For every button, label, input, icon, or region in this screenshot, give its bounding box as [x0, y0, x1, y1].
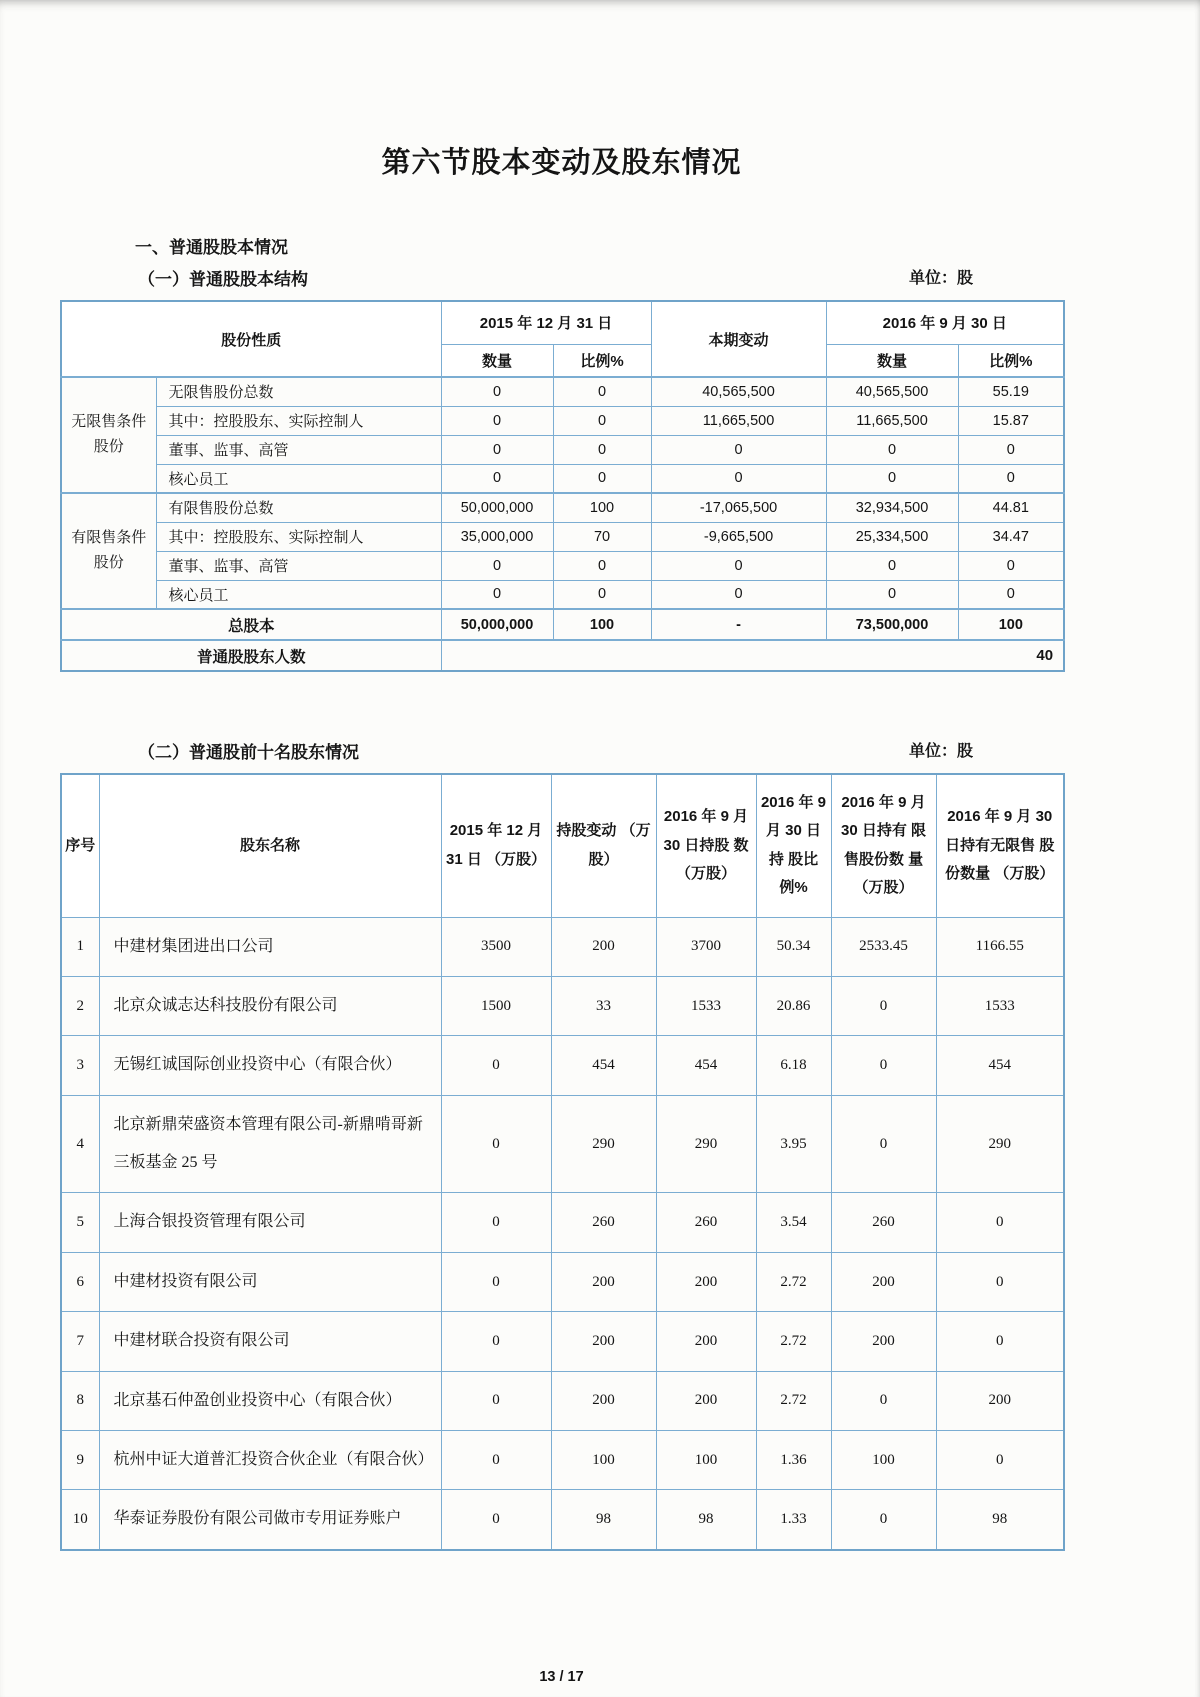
value-cell: 2.72	[756, 1371, 831, 1430]
col-qty-2015: 数量	[441, 344, 553, 377]
value-cell: 0	[441, 435, 553, 464]
section-heading-common-shares: 一、普通股股本情况	[135, 238, 288, 257]
value-cell: 0	[553, 464, 651, 493]
capital-structure-row	[61, 580, 1064, 609]
unit-label-2: 单位：股	[908, 743, 973, 760]
shareholder-name: 华泰证券股份有限公司做市专用证券账户	[99, 1490, 441, 1550]
row-index: 9	[61, 1431, 99, 1490]
row-index: 1	[61, 917, 99, 976]
share-class-label: 有限售股份总数	[156, 493, 441, 522]
shareholder-name: 中建材联合投资有限公司	[99, 1312, 441, 1371]
col-share-nature: 股份性质	[61, 301, 441, 377]
col-shares-change: 持股变动 （万股）	[551, 774, 656, 917]
value-cell: 50.34	[756, 917, 831, 976]
top-shareholders-body	[61, 917, 1064, 1550]
capital-structure-summary	[61, 609, 1064, 671]
value-cell: 454	[656, 1036, 756, 1095]
value-cell: 98	[551, 1490, 656, 1550]
value-cell: 40,565,500	[826, 377, 958, 406]
shareholder-name: 杭州中证大道普汇投资合伙企业（有限合伙）	[99, 1431, 441, 1490]
col-shares-2016: 2016 年 9 月 30 日持股 数（万股）	[656, 774, 756, 917]
value-cell: 200	[831, 1312, 936, 1371]
col-restricted-2016: 2016 年 9 月 30 日持有 限售股份数 量 （万股）	[831, 774, 936, 917]
capital-structure-body	[61, 377, 1064, 609]
capital-structure-row	[61, 377, 1064, 406]
value-cell: 0	[441, 1431, 551, 1490]
value-cell: 260	[831, 1193, 936, 1252]
share-class-label: 无限售股份总数	[156, 377, 441, 406]
shareholder-count-row	[61, 640, 1064, 671]
value-cell: 1500	[441, 976, 551, 1035]
value-cell: 0	[553, 435, 651, 464]
value-cell: 0	[936, 1252, 1064, 1311]
value-cell: 290	[551, 1095, 656, 1193]
value-cell: 100	[551, 1431, 656, 1490]
total-capital-label: 总股本	[61, 609, 441, 640]
value-cell: 100	[656, 1431, 756, 1490]
t2-header-row	[61, 774, 1064, 917]
value-cell: 0	[826, 464, 958, 493]
capital-structure-row	[61, 406, 1064, 435]
value-cell: 200	[551, 1371, 656, 1430]
value-cell: -	[651, 609, 826, 640]
value-cell: 0	[958, 464, 1064, 493]
shareholder-row	[61, 1095, 1064, 1193]
value-cell: 454	[936, 1036, 1064, 1095]
value-cell: 11,665,500	[826, 406, 958, 435]
value-cell: 200	[551, 1252, 656, 1311]
value-cell: 0	[651, 551, 826, 580]
shareholder-row	[61, 1036, 1064, 1095]
value-cell: 98	[936, 1490, 1064, 1550]
value-cell: 0	[441, 1312, 551, 1371]
shareholder-name: 北京新鼎荣盛资本管理有限公司-新鼎啃哥新三板基金 25 号	[99, 1095, 441, 1193]
value-cell: 0	[441, 551, 553, 580]
value-cell: 35,000,000	[441, 522, 553, 551]
value-cell: 454	[551, 1036, 656, 1095]
value-cell: 200	[656, 1252, 756, 1311]
col-shares-2015: 2015 年 12 月 31 日 （万股）	[441, 774, 551, 917]
page-content	[60, 0, 1063, 1685]
value-cell: 0	[826, 551, 958, 580]
shareholder-row	[61, 976, 1064, 1035]
value-cell: 200	[831, 1252, 936, 1311]
col-qty-2016: 数量	[826, 344, 958, 377]
value-cell: 0	[651, 580, 826, 609]
value-cell: 6.18	[756, 1036, 831, 1095]
capital-structure-row	[61, 551, 1064, 580]
page-number: 13 / 17	[539, 1668, 584, 1685]
row-index: 7	[61, 1312, 99, 1371]
shareholder-name: 中建材投资有限公司	[99, 1252, 441, 1311]
value-cell: 100	[958, 609, 1064, 640]
value-cell: 40,565,500	[651, 377, 826, 406]
top-shareholders-table	[60, 773, 1065, 1551]
share-class-label: 核心员工	[156, 580, 441, 609]
shareholder-name: 上海合银投资管理有限公司	[99, 1193, 441, 1252]
value-cell: 2.72	[756, 1312, 831, 1371]
value-cell: 0	[831, 1095, 936, 1193]
value-cell: 50,000,000	[441, 609, 553, 640]
value-cell: 0	[831, 1036, 936, 1095]
value-cell: 200	[936, 1371, 1064, 1430]
col-shareholder-name: 股东名称	[99, 774, 441, 917]
value-cell: 0	[831, 976, 936, 1035]
value-cell: 260	[656, 1193, 756, 1252]
col-period-change: 本期变动	[651, 301, 826, 377]
row-index: 6	[61, 1252, 99, 1311]
unit-label-1: 单位：股	[908, 270, 973, 287]
value-cell: 290	[656, 1095, 756, 1193]
value-cell: 98	[656, 1490, 756, 1550]
value-cell: 2.72	[756, 1252, 831, 1311]
value-cell: 0	[936, 1193, 1064, 1252]
total-capital-row	[61, 609, 1064, 640]
value-cell: 0	[553, 580, 651, 609]
share-group-label: 无限售条件股份	[61, 377, 156, 493]
value-cell: 0	[651, 464, 826, 493]
value-cell: 3.95	[756, 1095, 831, 1193]
shareholder-name: 中建材集团进出口公司	[99, 917, 441, 976]
share-class-label: 其中：控股股东、实际控制人	[156, 522, 441, 551]
shareholder-row	[61, 1490, 1064, 1550]
value-cell: 200	[656, 1371, 756, 1430]
value-cell: 32,934,500	[826, 493, 958, 522]
shareholder-name: 无锡红诚国际创业投资中心（有限合伙）	[99, 1036, 441, 1095]
subheading-capital-structure: （一）普通股股本结构	[138, 270, 308, 289]
shareholder-row	[61, 917, 1064, 976]
value-cell: 15.87	[958, 406, 1064, 435]
shareholder-row	[61, 1371, 1064, 1430]
value-cell: 0	[441, 1252, 551, 1311]
shareholder-row	[61, 1193, 1064, 1252]
subheading-top-ten-shareholders: （二）普通股前十名股东情况	[138, 743, 359, 762]
capital-structure-row	[61, 464, 1064, 493]
value-cell: 0	[553, 406, 651, 435]
shareholder-row	[61, 1312, 1064, 1371]
value-cell: 1533	[656, 976, 756, 1035]
value-cell: 0	[826, 435, 958, 464]
capital-structure-row	[61, 522, 1064, 551]
value-cell: 0	[441, 377, 553, 406]
value-cell: 1166.55	[936, 917, 1064, 976]
value-cell: 0	[441, 1193, 551, 1252]
value-cell: 0	[831, 1371, 936, 1430]
page-title: 第六节股本变动及股东情况	[381, 147, 742, 179]
row-index: 5	[61, 1193, 99, 1252]
value-cell: 3.54	[756, 1193, 831, 1252]
value-cell: 44.81	[958, 493, 1064, 522]
value-cell: 0	[826, 580, 958, 609]
capital-structure-head	[61, 301, 1064, 377]
value-cell: 0	[553, 551, 651, 580]
col-ratio-2016: 比例%	[958, 344, 1064, 377]
value-cell: 34.47	[958, 522, 1064, 551]
shareholder-name: 北京基石仲盈创业投资中心（有限合伙）	[99, 1371, 441, 1430]
subheading-line-1	[60, 265, 1063, 290]
value-cell: 260	[551, 1193, 656, 1252]
value-cell: 0	[958, 580, 1064, 609]
shareholder-name: 北京众诚志达科技股份有限公司	[99, 976, 441, 1035]
value-cell: 3700	[656, 917, 756, 976]
value-cell: 0	[936, 1312, 1064, 1371]
value-cell: 100	[553, 609, 651, 640]
value-cell: 25,334,500	[826, 522, 958, 551]
share-class-label: 其中：控股股东、实际控制人	[156, 406, 441, 435]
value-cell: 100	[553, 493, 651, 522]
capital-structure-row	[61, 435, 1064, 464]
value-cell: 1.33	[756, 1490, 831, 1550]
value-cell: 0	[553, 377, 651, 406]
share-class-label: 董事、监事、高管	[156, 551, 441, 580]
value-cell: 1533	[936, 976, 1064, 1035]
value-cell: 55.19	[958, 377, 1064, 406]
value-cell: 100	[831, 1431, 936, 1490]
value-cell: 200	[551, 917, 656, 976]
col-index: 序号	[61, 774, 99, 917]
value-cell: 200	[551, 1312, 656, 1371]
row-index: 8	[61, 1371, 99, 1430]
share-class-label: 核心员工	[156, 464, 441, 493]
value-cell: 0	[936, 1431, 1064, 1490]
value-cell: -9,665,500	[651, 522, 826, 551]
col-unrestricted-2016: 2016 年 9 月 30 日持有无限售 股份数量 （万股）	[936, 774, 1064, 917]
value-cell: 11,665,500	[651, 406, 826, 435]
shareholder-count-value: 40	[441, 640, 1064, 671]
value-cell: 0	[441, 406, 553, 435]
capital-structure-table	[60, 300, 1065, 672]
value-cell: 0	[441, 1371, 551, 1430]
col-ratio-2015: 比例%	[553, 344, 651, 377]
value-cell: 200	[656, 1312, 756, 1371]
value-cell: 20.86	[756, 976, 831, 1035]
col-date-2016: 2016 年 9 月 30 日	[826, 301, 1064, 344]
row-index: 4	[61, 1095, 99, 1193]
shareholder-count-label: 普通股股东人数	[61, 640, 441, 671]
shareholder-row	[61, 1431, 1064, 1490]
value-cell: -17,065,500	[651, 493, 826, 522]
value-cell: 50,000,000	[441, 493, 553, 522]
value-cell: 0	[441, 1036, 551, 1095]
row-index: 10	[61, 1490, 99, 1550]
value-cell: 1.36	[756, 1431, 831, 1490]
value-cell: 290	[936, 1095, 1064, 1193]
value-cell: 0	[441, 1095, 551, 1193]
value-cell: 70	[553, 522, 651, 551]
value-cell: 0	[831, 1490, 936, 1550]
shareholder-row	[61, 1252, 1064, 1311]
capital-structure-row	[61, 493, 1064, 522]
value-cell: 0	[441, 1490, 551, 1550]
t1-header-row-1	[61, 301, 1064, 344]
value-cell: 0	[441, 464, 553, 493]
value-cell: 2533.45	[831, 917, 936, 976]
col-ratio-2016: 2016 年 9 月 30 日持 股比例%	[756, 774, 831, 917]
top-shareholders-head	[61, 774, 1064, 917]
value-cell: 73,500,000	[826, 609, 958, 640]
value-cell: 33	[551, 976, 656, 1035]
value-cell: 0	[958, 435, 1064, 464]
share-group-label: 有限售条件股份	[61, 493, 156, 609]
value-cell: 0	[441, 580, 553, 609]
subheading-line-2	[60, 738, 1063, 763]
value-cell: 3500	[441, 917, 551, 976]
value-cell: 0	[958, 551, 1064, 580]
row-index: 3	[61, 1036, 99, 1095]
row-index: 2	[61, 976, 99, 1035]
value-cell: 0	[651, 435, 826, 464]
share-class-label: 董事、监事、高管	[156, 435, 441, 464]
col-date-2015: 2015 年 12 月 31 日	[441, 301, 651, 344]
